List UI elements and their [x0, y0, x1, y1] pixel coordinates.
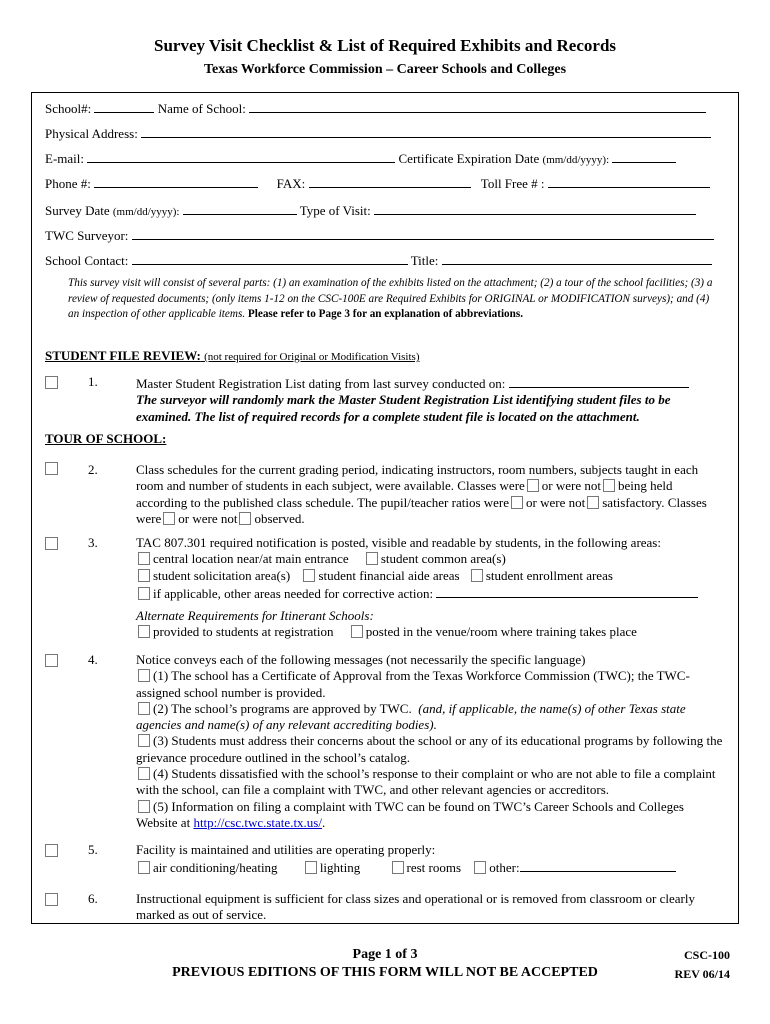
- type-of-visit-label: Type of Visit:: [299, 203, 371, 218]
- contact-field[interactable]: [132, 251, 408, 265]
- address-row: [45, 124, 711, 142]
- item2-checkbox[interactable]: [45, 462, 58, 475]
- lighting-checkbox[interactable]: [305, 861, 317, 874]
- document-subtitle: Texas Workforce Commission – Career Schools and Colleges: [203, 62, 567, 77]
- item6-number: 6.: [88, 891, 98, 906]
- classes-were-not-checkbox[interactable]: [603, 479, 615, 492]
- item2-number: 2.: [88, 462, 98, 477]
- type-of-visit-field[interactable]: [374, 201, 696, 215]
- message4-checkbox[interactable]: [138, 767, 150, 780]
- student-file-heading: STUDENT FILE REVIEW: (not required for Original or Modification Visits): [45, 348, 420, 363]
- survey-date-row: [45, 201, 696, 219]
- item1-number: 1.: [88, 374, 98, 389]
- cert-format-label: (mm/dd/yyyy):: [542, 154, 610, 166]
- item1-text: Master Student Registration List dating from last survey conducted on: The surveyor will randomly mark the Master Student Registration List identifying student files to be examined. The list of required records for a complete student file is located on the attachment.: [136, 374, 726, 425]
- message1-checkbox[interactable]: [138, 669, 150, 682]
- item2-text: Class schedules for the current grading period, indicating instructors, room numbers, subjects taught in each room and number of students in each subject, were available. Classes were or were not being held according to the published class schedule. The pupil/teacher ratios were or were not satisfactory. Classes were or were not observed.: [136, 462, 707, 526]
- survey-date-field[interactable]: [183, 201, 297, 215]
- page-number: Page 1 of 3: [352, 947, 418, 962]
- fax-label: FAX:: [276, 176, 306, 191]
- address-label: Physical Address:: [45, 126, 138, 141]
- posted-venue-checkbox[interactable]: [351, 625, 363, 638]
- contact-label: School Contact:: [45, 253, 129, 268]
- toll-free-label: Toll Free # :: [480, 176, 545, 191]
- other-utility-checkbox[interactable]: [474, 861, 486, 874]
- school-num-label: School#:: [45, 101, 92, 116]
- contact-title-field[interactable]: [442, 251, 712, 265]
- editions-notice: PREVIOUS EDITIONS OF THIS FORM WILL NOT BE ACCEPTED: [172, 965, 598, 980]
- form-number: CSC-100: [683, 948, 730, 962]
- message3-checkbox[interactable]: [138, 734, 150, 747]
- item3-checkbox[interactable]: [45, 537, 58, 550]
- survey-date-format: (mm/dd/yyyy):: [112, 206, 180, 218]
- central-location-checkbox[interactable]: [138, 552, 150, 565]
- item3-text: TAC 807.301 required notification is posted, visible and readable by students, in the following areas: central location near/at main entrance student common area(s) student solicitation area(s) student financial aide areas student enrollment areas if applicable, other areas needed for corrective action: Alternate Requirements for Itinerant Schools: provided to students at registration posted in the venue/room where training takes place: [136, 535, 726, 641]
- contact-row: [45, 251, 712, 269]
- item4-checkbox[interactable]: [45, 654, 58, 667]
- school-row: [45, 99, 706, 117]
- item1-checkbox[interactable]: [45, 376, 58, 389]
- phone-row: [45, 174, 710, 192]
- tour-heading: TOUR OF SCHOOL:: [45, 431, 167, 446]
- item4-text: Notice conveys each of the following messages (not necessarily the specific language) (1) The school has a Certificate of Approval from the Texas Workforce Commission (TWC); the TWC-assigned school number is provided. (2) The school’s programs are approved by TWC. (and, if applicable, the name(s) of other Texas state agencies and name(s) of any relevant accrediting bodies). (3) Students must address their concerns about the school or any of its educational programs by following the grievance procedure outlined in the school’s catalog. (4) Students dissatisfied with the school’s response to their complaint or who are not able to file a complaint with the school, can file a complaint with TWC, and other relevant agencies or accreditors. (5) Information on filing a complaint with TWC can be found on TWC’s Career Schools and Colleges Website at http://csc.twc.state.tx.us/.: [136, 652, 723, 830]
- cert-expiration-field[interactable]: [612, 149, 676, 163]
- phone-label: Phone #:: [45, 176, 91, 191]
- email-field[interactable]: [87, 149, 395, 163]
- item5-checkbox[interactable]: [45, 844, 58, 857]
- intro-paragraph: [68, 276, 720, 323]
- rest-rooms-checkbox[interactable]: [392, 861, 404, 874]
- fax-field[interactable]: [309, 174, 471, 188]
- school-name-label: Name of School:: [157, 101, 246, 116]
- provided-registration-checkbox[interactable]: [138, 625, 150, 638]
- document-title: Survey Visit Checklist & List of Required Exhibits and Records: [153, 36, 617, 55]
- school-name-field[interactable]: [249, 99, 706, 113]
- item3-number: 3.: [88, 535, 98, 550]
- ratios-were-checkbox[interactable]: [511, 496, 523, 509]
- item6-text: Instructional equipment is sufficient for class sizes and operational or is removed from classroom or clearly marked as out of service.: [136, 891, 695, 923]
- item5-text: Facility is maintained and utilities are operating properly: air conditioning/heating lighting rest rooms other:: [136, 842, 726, 877]
- item6-checkbox[interactable]: [45, 893, 58, 906]
- revision: REV 06/14: [674, 967, 730, 981]
- classes-were-checkbox[interactable]: [527, 479, 539, 492]
- surveyor-field[interactable]: [132, 226, 714, 240]
- student-file-note: (not required for Original or Modification Visits): [204, 351, 420, 363]
- item1-bold-note: The surveyor will randomly mark the Master Student Registration List identifying student files to be examined. The list of required records for a complete student file is located on the attachment.: [136, 392, 671, 424]
- ratios-were-not-checkbox[interactable]: [587, 496, 599, 509]
- csc-website-link[interactable]: http://csc.twc.state.tx.us/: [193, 814, 322, 830]
- surveyor-row: [45, 226, 714, 244]
- phone-field[interactable]: [94, 174, 258, 188]
- survey-date-label: Survey Date: [45, 203, 110, 218]
- intro-text: This survey visit will consist of several parts: (1) an examination of the exhibits listed on the attachment; (2) a tour of the school facilities; (3) a review of requested documents; (only items 1-12 on the CSC-100E are Required Exhibits for ORIGINAL or MODIFICATION surveys); and (4) an inspection of other applicable items.: [68, 277, 713, 320]
- message2-checkbox[interactable]: [138, 702, 150, 715]
- itinerant-heading: Alternate Requirements for Itinerant Schools:: [136, 608, 374, 624]
- school-num-field[interactable]: [94, 99, 154, 113]
- contact-title-label: Title:: [410, 253, 439, 268]
- other-areas-field[interactable]: [436, 584, 698, 598]
- observed-were-not-checkbox[interactable]: [239, 512, 251, 525]
- cert-expiration-label: Certificate Expiration Date: [398, 151, 540, 166]
- email-label: E-mail:: [45, 151, 84, 166]
- intro-bold: Please refer to Page 3 for an explanation of abbreviations.: [247, 308, 524, 320]
- common-area-checkbox[interactable]: [366, 552, 378, 565]
- financial-aide-checkbox[interactable]: [303, 569, 315, 582]
- observed-were-checkbox[interactable]: [163, 512, 175, 525]
- other-utility-field[interactable]: [520, 858, 676, 872]
- email-row: [45, 149, 676, 167]
- surveyor-label: TWC Surveyor:: [45, 228, 129, 243]
- message5-checkbox[interactable]: [138, 800, 150, 813]
- ac-heating-checkbox[interactable]: [138, 861, 150, 874]
- other-areas-checkbox[interactable]: [138, 587, 150, 600]
- item4-number: 4.: [88, 652, 98, 667]
- address-field[interactable]: [141, 124, 711, 138]
- item1-date-field[interactable]: [509, 374, 689, 388]
- item5-number: 5.: [88, 842, 98, 857]
- enrollment-area-checkbox[interactable]: [471, 569, 483, 582]
- toll-free-field[interactable]: [548, 174, 710, 188]
- solicitation-area-checkbox[interactable]: [138, 569, 150, 582]
